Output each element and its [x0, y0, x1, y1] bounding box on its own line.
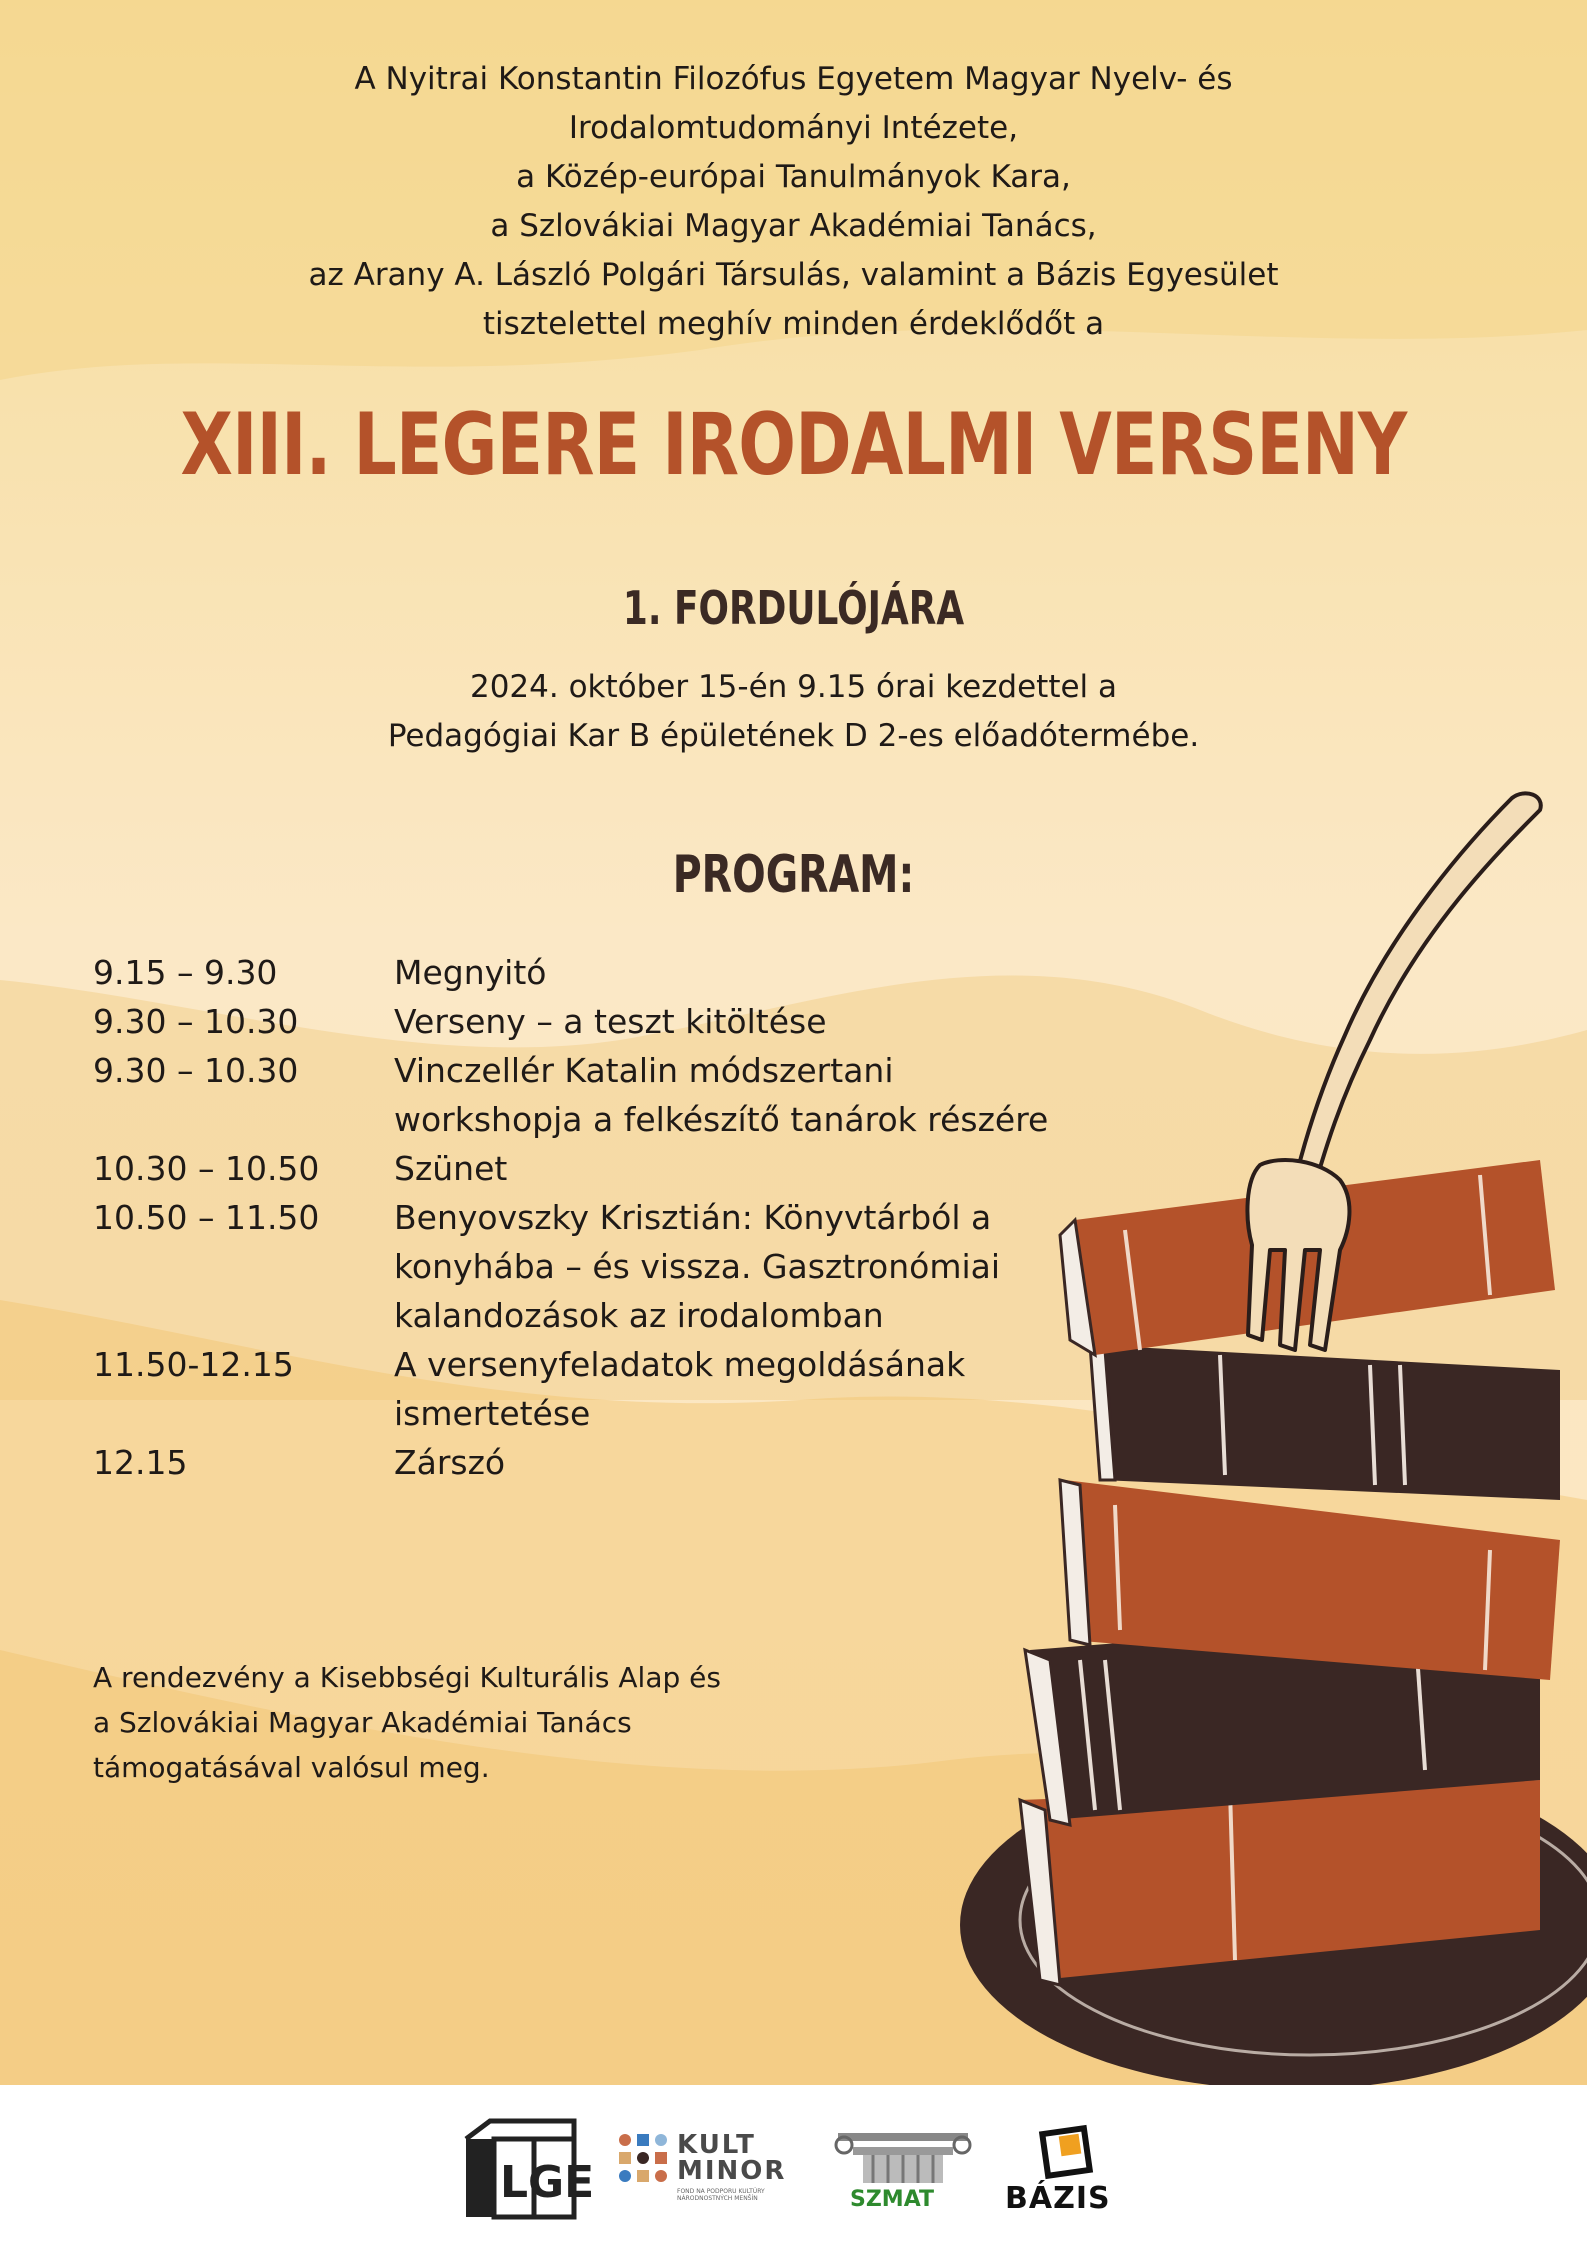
activity-line: Megnyitó [394, 953, 547, 992]
intro-line: a Szlovákiai Magyar Akadémiai Tanács, [490, 208, 1097, 244]
activity-line: A versenyfeladatok megoldásának [394, 1345, 966, 1384]
program-activity [394, 997, 827, 1046]
legere-logo-text: LGE [500, 2157, 595, 2208]
books-fork-illustration [900, 780, 1587, 2085]
activity-line: Verseny – a teszt kitöltése [394, 1002, 827, 1041]
program-time: 12.15 [93, 1443, 188, 1482]
program-activity [394, 1438, 505, 1487]
minor-word: MINOR [677, 2156, 787, 2186]
program-time: 9.15 – 9.30 [93, 953, 278, 992]
event-subtitle: 1. FORDULÓJÁRA [622, 581, 965, 635]
kult-minor-title [677, 2132, 786, 2184]
intro-line: a Közép-európai Tanulmányok Kara, [516, 159, 1071, 195]
intro-line: az Arany A. László Polgári Társulás, valamint a Bázis Egyesület [308, 257, 1279, 293]
kult-minor-logo-mark [617, 2130, 673, 2190]
activity-line: workshopja a felkészítő tanárok részére [394, 1100, 1049, 1139]
program-time: 9.30 – 10.30 [93, 1002, 299, 1041]
program-time: 10.50 – 11.50 [93, 1198, 320, 1237]
bazis-text: BÁZIS [1005, 2181, 1111, 2216]
legere-logo [460, 2115, 595, 2225]
event-title: XIII. LEGERE IRODALMI VERSENY [180, 395, 1407, 495]
intro-text [0, 55, 1587, 349]
program-time: 11.50-12.15 [93, 1345, 294, 1384]
program-activity [394, 948, 546, 997]
program-activity [394, 1144, 507, 1193]
support-note [93, 1655, 721, 1790]
szmat-text: SZMAT [850, 2187, 935, 2212]
kult-minor-caption: FOND NA PODPORU KULTÚRY NÁRODNOSTNÝCH MENŠÍN [677, 2188, 765, 2202]
szmat-column-icon [828, 2125, 978, 2185]
support-line: támogatásával valósul meg. [93, 1751, 490, 1784]
activity-line: Vinczellér Katalin módszertani [394, 1051, 894, 1090]
date-location [0, 663, 1587, 761]
program-time: 10.30 – 10.50 [93, 1149, 320, 1188]
support-line: a Szlovákiai Magyar Akadémiai Tanács [93, 1706, 632, 1739]
intro-line: Irodalomtudományi Intézete, [568, 110, 1019, 146]
intro-line: tisztelettel meghív minden érdeklődőt a [482, 306, 1105, 342]
activity-line: konyhába – és vissza. Gasztronómiai [394, 1247, 1001, 1286]
program-time: 9.30 – 10.30 [93, 1051, 299, 1090]
bazis-square-icon [1005, 2125, 1130, 2185]
kult-minor-logo [617, 2130, 797, 2210]
kult-word: KULT [677, 2130, 756, 2160]
program-heading: PROGRAM: [672, 845, 915, 905]
intro-line: A Nyitrai Konstantin Filozófus Egyetem Magyar Nyelv- és [354, 61, 1233, 97]
date-line: 2024. október 15-én 9.15 órai kezdettel a [469, 669, 1118, 705]
activity-line: Benyovszky Krisztián: Könyvtárból a [394, 1198, 992, 1237]
book-dark-upper [1090, 1345, 1560, 1500]
activity-line: ismertetése [394, 1394, 591, 1433]
legere-logo-mark [460, 2115, 595, 2225]
activity-line: kalandozások az irodalomban [394, 1296, 884, 1335]
program-activity [394, 1340, 965, 1438]
activity-line: Zárszó [394, 1443, 506, 1482]
bazis-logo [1005, 2125, 1130, 2225]
support-line: A rendezvény a Kisebbségi Kulturális Alap és [93, 1661, 721, 1694]
activity-line: Szünet [394, 1149, 508, 1188]
location-line: Pedagógiai Kar B épületének D 2-es előadótermébe. [387, 718, 1200, 754]
szmat-logo [828, 2125, 978, 2225]
sponsor-footer [0, 2085, 1587, 2245]
